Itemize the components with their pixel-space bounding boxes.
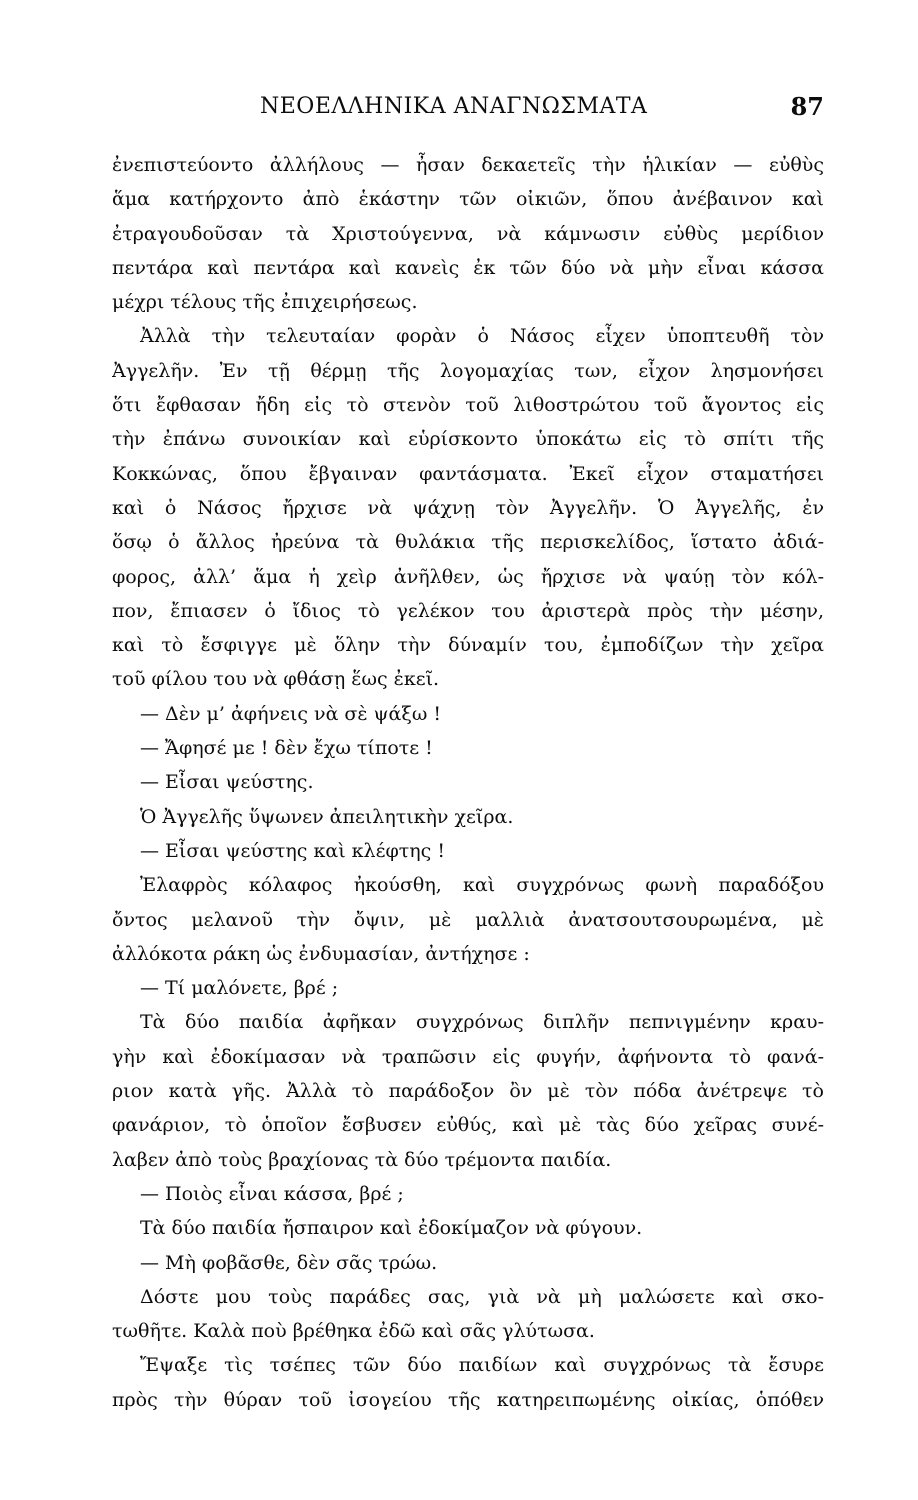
running-title: ΝΕΟΕΛΛΗΝΙΚΑ ΑΝΑΓΝΩΣΜΑΤΑ bbox=[260, 94, 648, 119]
body-text bbox=[112, 148, 824, 1417]
text-line: — Μὴ φοβᾶσθε, δὲν σᾶς τρώω. bbox=[140, 1251, 438, 1274]
text-line: τωθῆτε. Καλὰ ποὺ βρέθηκα ἐδῶ καὶ σᾶς γλύτωσα. bbox=[112, 1320, 595, 1343]
text-line: λαβεν ἀπὸ τοὺς βραχίονας τὰ δύο τρέμοντα παιδία. bbox=[112, 1148, 612, 1171]
text-line: ἅμα κατήρχοντο ἀπὸ ἑκάστην τῶν οἰκιῶν, ὅπου ἀνέβαινον καὶ bbox=[112, 188, 824, 211]
text-line: ριον κατὰ γῆς. Ἀλλὰ τὸ παράδοξον ὂν μὲ τὸν πόδα ἀνέτρεψε τὸ bbox=[112, 1080, 824, 1103]
text-line: — Ἄφησέ με ! δὲν ἔχω τίποτε ! bbox=[140, 737, 433, 760]
text-line: ἐτραγουδοῦσαν τὰ Χριστούγεννα, νὰ κάμνωσιν εὐθὺς μερίδιον bbox=[112, 222, 824, 245]
text-line: φορος, ἀλλ’ ἅμα ἡ χεὶρ ἀνῆλθεν, ὡς ἤρχισε νὰ ψαύῃ τὸν κόλ- bbox=[112, 565, 824, 588]
text-line: μέχρι τέλους τῆς ἐπιχειρήσεως. bbox=[112, 291, 418, 314]
text-line: Κοκκώνας, ὅπου ἔβγαιναν φαντάσματα. Ἐκεῖ εἶχον σταματήσει bbox=[112, 462, 824, 485]
text-line: Ἀλλὰ τὴν τελευταίαν φορὰν ὁ Νάσος εἶχεν ὑποπτευθῆ τὸν bbox=[140, 325, 824, 348]
text-line: πον, ἔπιασεν ὁ ἴδιος τὸ γελέκον του ἀριστερὰ πρὸς τὴν μέσην, bbox=[112, 599, 824, 622]
text-line: Τὰ δύο παιδία ἤσπαιρον καὶ ἐδοκίμαζον νὰ φύγουν. bbox=[140, 1217, 643, 1240]
text-line: καὶ τὸ ἔσφιγγε μὲ ὅλην τὴν δύναμίν του, ἐμποδίζων τὴν χεῖρα bbox=[112, 634, 824, 657]
text-line: — Τί μαλόνετε, βρέ ; bbox=[140, 977, 339, 1000]
text-line: καὶ ὁ Νάσος ἤρχισε νὰ ψάχνῃ τὸν Ἀγγελῆν. Ὁ Ἀγγελῆς, ἐν bbox=[112, 496, 824, 519]
text-line: πρὸς τὴν θύραν τοῦ ἰσογείου τῆς κατηρειπωμένης οἰκίας, ὁπόθεν bbox=[112, 1388, 824, 1411]
text-line: φανάριον, τὸ ὁποῖον ἔσβυσεν εὐθύς, καὶ μὲ τὰς δύο χεῖρας συνέ- bbox=[112, 1114, 824, 1137]
text-line: τὴν ἐπάνω συνοικίαν καὶ εὑρίσκοντο ὑποκάτω εἰς τὸ σπίτι τῆς bbox=[112, 428, 824, 451]
text-line: ὅσῳ ὁ ἄλλος ἠρεύνα τὰ θυλάκια τῆς περισκελίδος, ἵστατο ἀδιά- bbox=[112, 531, 824, 554]
text-line: ἀλλόκοτα ράκη ὡς ἐνδυμασίαν, ἀντήχησε : bbox=[112, 942, 530, 965]
text-line: Ἀγγελῆν. Ἐν τῇ θέρμῃ τῆς λογομαχίας των, εἶχον λησμονήσει bbox=[112, 359, 824, 382]
text-line: — Εἶσαι ψεύστης καὶ κλέφτης ! bbox=[140, 839, 445, 862]
text-line: πεντάρα καὶ πεντάρα καὶ κανεὶς ἐκ τῶν δύο νὰ μὴν εἶναι κάσσα bbox=[112, 256, 824, 279]
text-line: ἐνεπιστεύοντο ἀλλήλους — ἦσαν δεκαετεῖς τὴν ἡλικίαν — εὐθὺς bbox=[112, 154, 824, 176]
text-line: — Ποιὸς εἶναι κάσσα, βρέ ; bbox=[140, 1182, 404, 1205]
text-line: Ἔψαξε τὶς τσέπες τῶν δύο παιδίων καὶ συγχρόνως τὰ ἔσυρε bbox=[140, 1354, 824, 1377]
text-line: Δόστε μου τοὺς παράδες σας, γιὰ νὰ μὴ μαλώσετε καὶ σκο- bbox=[140, 1285, 824, 1308]
text-line: Τὰ δύο παιδία ἀφῆκαν συγχρόνως διπλῆν πεπνιγμένην κραυ- bbox=[140, 1011, 824, 1034]
text-line: γὴν καὶ ἐδοκίμασαν νὰ τραπῶσιν εἰς φυγήν, ἀφήνοντα τὸ φανά- bbox=[112, 1045, 824, 1068]
page-number: 87 bbox=[790, 92, 824, 121]
text-line: ὅτι ἔφθασαν ἤδη εἰς τὸ στενὸν τοῦ λιθοστρώτου τοῦ ἄγοντος εἰς bbox=[112, 394, 824, 417]
text-line: τοῦ φίλου του νὰ φθάσῃ ἕως ἐκεῖ. bbox=[112, 668, 440, 691]
text-line: Ἐλαφρὸς κόλαφος ἠκούσθη, καὶ συγχρόνως φωνὴ παραδόξου bbox=[140, 874, 824, 897]
text-line: Ὁ Ἀγγελῆς ὕψωνεν ἀπειλητικὴν χεῖρα. bbox=[140, 805, 514, 828]
text-line: ὄντος μελανοῦ τὴν ὄψιν, μὲ μαλλιὰ ἀνατσουτσουρωμένα, μὲ bbox=[112, 908, 824, 931]
text-line: — Εἶσαι ψεύστης. bbox=[140, 771, 314, 794]
page-header bbox=[112, 90, 824, 130]
text-line: — Δὲν μ’ ἀφήνεις νὰ σὲ ψάξω ! bbox=[140, 702, 442, 725]
